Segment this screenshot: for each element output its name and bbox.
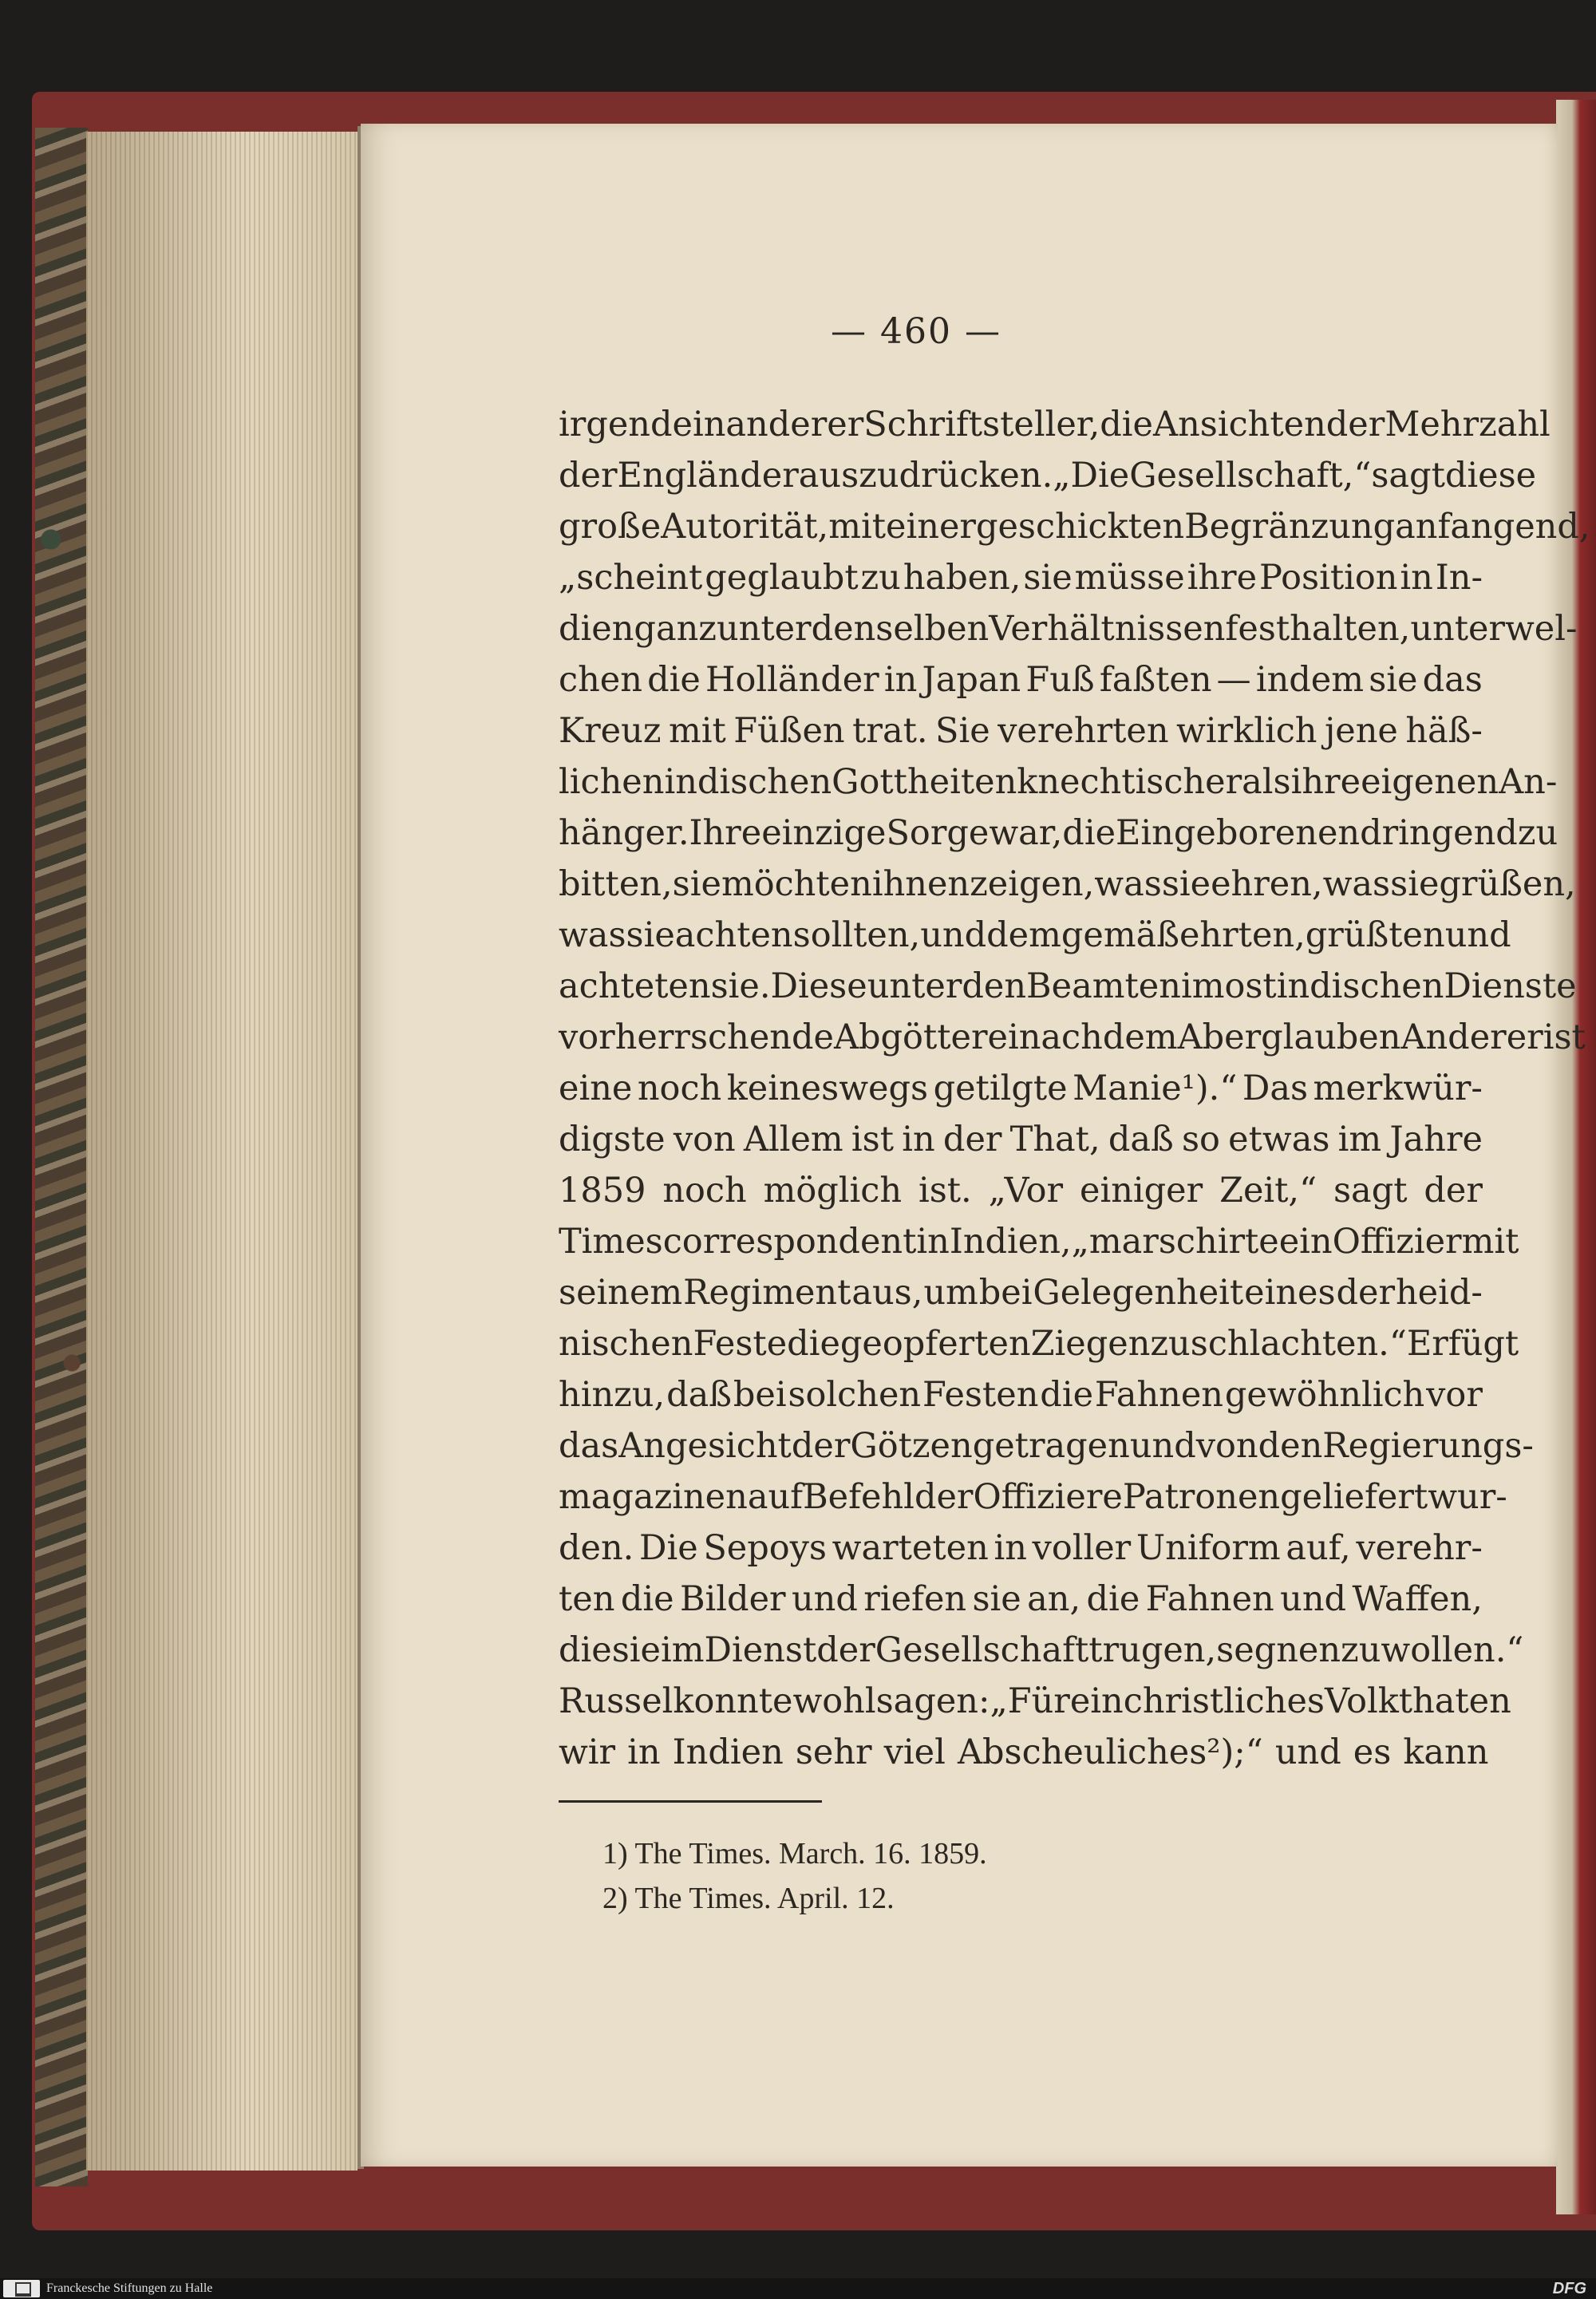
word: Füßen — [733, 711, 845, 751]
word: 1859 — [559, 1171, 646, 1211]
word: Fahnen — [1094, 1375, 1224, 1415]
word: die — [1086, 1579, 1140, 1619]
word: „marschirte — [1071, 1222, 1279, 1262]
word: bei — [978, 1273, 1033, 1313]
word: müsse — [1074, 558, 1185, 598]
word: Gottheiten — [832, 762, 1017, 802]
word: grüßten — [1305, 915, 1445, 955]
word: chen — [559, 660, 642, 700]
word: ist — [1543, 1017, 1586, 1057]
word: sehr — [795, 1732, 872, 1772]
text-line — [559, 1625, 1524, 1676]
word: Feste — [693, 1324, 788, 1364]
word: einzige — [761, 813, 887, 853]
word: im — [1180, 966, 1225, 1006]
word: Aberglauben — [1177, 1017, 1401, 1057]
word: Timescorrespondent — [559, 1222, 917, 1262]
word: und — [920, 915, 987, 955]
word: Regierungs- — [1322, 1426, 1534, 1466]
word: segnen — [1216, 1630, 1341, 1670]
word: Manie¹).“ — [1073, 1069, 1238, 1108]
text-line — [559, 1523, 1483, 1574]
text-line — [559, 1574, 1483, 1625]
word: und — [1129, 1426, 1196, 1466]
word: Indien — [672, 1732, 784, 1772]
word: hänger. — [559, 813, 689, 853]
word: Dienst — [704, 1630, 817, 1670]
word: und — [1444, 915, 1511, 955]
word: ein — [1069, 1681, 1124, 1721]
word: noch — [662, 1171, 747, 1211]
word: die — [787, 1324, 840, 1364]
word: Festen — [922, 1375, 1039, 1415]
word: viel — [883, 1732, 946, 1772]
text-line — [559, 1216, 1519, 1267]
word: Das — [1242, 1069, 1309, 1108]
word: anderer — [725, 405, 864, 444]
word: was — [1322, 864, 1391, 904]
word: riefen — [863, 1579, 967, 1619]
right-cover-edge — [1556, 100, 1596, 2214]
word: eigenen — [1361, 762, 1499, 802]
word: Uniform — [1136, 1528, 1281, 1568]
word: Abscheuliches²);“ — [957, 1732, 1263, 1772]
word: getilgte — [933, 1069, 1068, 1108]
institution-name: Franckesche Stiftungen zu Halle — [46, 2281, 213, 2295]
word: Eingeborenen — [1116, 813, 1361, 853]
word: Die — [638, 1528, 698, 1568]
text-line — [559, 1063, 1483, 1114]
word: die — [559, 1630, 612, 1670]
word: merkwür- — [1313, 1069, 1483, 1108]
marbled-edge — [35, 128, 88, 2186]
word: wel- — [1504, 609, 1578, 649]
word: im — [661, 1630, 705, 1670]
word: lichen — [559, 762, 665, 802]
word: wohl — [792, 1681, 876, 1721]
word: Mehrzahl — [1385, 405, 1551, 444]
word: der — [559, 456, 618, 496]
word: den — [962, 966, 1027, 1006]
footnote-2: 2) The Times. April. 12. — [602, 1882, 895, 1915]
word: wur- — [1428, 1477, 1507, 1517]
word: In- — [1435, 558, 1483, 598]
word: möchten — [721, 864, 872, 904]
word: in — [883, 660, 918, 700]
word: daß — [666, 1375, 732, 1415]
word: im — [1337, 1120, 1382, 1159]
word: sagt — [1333, 1171, 1408, 1211]
word: „scheint — [559, 558, 703, 598]
word: sie — [1390, 864, 1440, 904]
footnote-1: 1) The Times. March. 16. 1859. — [602, 1837, 987, 1870]
word: häß- — [1405, 711, 1483, 751]
word: geglaubt — [705, 558, 859, 598]
word: Anderer — [1400, 1017, 1543, 1057]
word: mit — [828, 507, 887, 547]
text-line — [559, 1471, 1507, 1523]
word: ihre — [1187, 558, 1258, 598]
word: auf — [747, 1477, 804, 1517]
word: faßten — [1099, 660, 1212, 700]
word: Patronen — [1122, 1477, 1281, 1517]
word: thaten — [1398, 1681, 1511, 1721]
word: diese — [1444, 456, 1537, 496]
word: wirklich — [1176, 711, 1317, 751]
word: — — [1216, 660, 1251, 700]
word: den — [1258, 1426, 1323, 1466]
word: ein — [1278, 1222, 1333, 1262]
text-line — [559, 1165, 1483, 1216]
footnotes — [602, 1831, 987, 1921]
word: Russel — [559, 1681, 674, 1721]
viewer-footer — [0, 2278, 1596, 2299]
word: keineswegs — [726, 1069, 929, 1108]
word: geopferten — [839, 1324, 1031, 1364]
word: den. — [559, 1528, 634, 1568]
word: in — [902, 1120, 935, 1159]
word: An- — [1499, 762, 1558, 802]
word: ganz — [634, 609, 717, 649]
word: als — [1242, 762, 1291, 802]
word: geliefert — [1280, 1477, 1428, 1517]
word: Ziegen — [1030, 1324, 1151, 1364]
word: haben, — [903, 558, 1021, 598]
word: Sie — [935, 711, 990, 751]
word: aus, — [851, 1273, 923, 1313]
word: kann — [1403, 1732, 1489, 1772]
word: Diese — [770, 966, 867, 1006]
word: Götzen — [850, 1426, 973, 1466]
word: Gesellschaft,“ — [1129, 456, 1372, 496]
word: zu — [860, 558, 901, 598]
text-line — [559, 1267, 1483, 1318]
word: sie — [1161, 864, 1211, 904]
word: und — [791, 1579, 858, 1619]
text-line — [559, 859, 1576, 910]
word: von — [1195, 1426, 1258, 1466]
text-line — [559, 961, 1577, 1012]
word: Begränzung — [1184, 507, 1396, 547]
word: der — [791, 1426, 851, 1466]
text-line — [559, 808, 1558, 859]
word: einer — [886, 507, 976, 547]
word: möglich — [763, 1171, 903, 1211]
word: etwas — [1228, 1120, 1330, 1159]
word: wir — [559, 1732, 616, 1772]
word: es — [1353, 1732, 1392, 1772]
word: digste — [559, 1120, 666, 1159]
word: irgend — [559, 405, 673, 444]
word: ein — [672, 405, 726, 444]
body-text — [559, 399, 1590, 1778]
text-line — [559, 1012, 1586, 1063]
word: Volk — [1324, 1681, 1399, 1721]
word: Waffen, — [1352, 1579, 1483, 1619]
word: denselben — [811, 609, 990, 649]
word: und — [1280, 1579, 1347, 1619]
word: ist. — [918, 1171, 972, 1211]
page-number: — 460 — — [831, 311, 1001, 352]
word: voller — [1032, 1528, 1132, 1568]
word: ihnen — [871, 864, 970, 904]
word: die — [1100, 405, 1154, 444]
word: zu — [1341, 1630, 1381, 1670]
word: warteten — [832, 1528, 989, 1568]
word: hinzu, — [559, 1375, 666, 1415]
word: auf, — [1286, 1528, 1351, 1568]
word: verehrten — [998, 711, 1169, 751]
word: in — [627, 1732, 661, 1772]
word: trat. — [852, 711, 928, 751]
word: sie — [672, 864, 721, 904]
word: festhalten, — [1225, 609, 1411, 649]
text-line — [559, 552, 1483, 603]
word: sie — [972, 1579, 1021, 1619]
word: bei — [733, 1375, 787, 1415]
word: Dienste — [1444, 966, 1577, 1006]
word: Regiment — [683, 1273, 851, 1313]
word: in — [916, 1222, 950, 1262]
text-line — [559, 501, 1590, 552]
word: Verhältnissen — [989, 609, 1226, 649]
word: Position — [1258, 558, 1398, 598]
word: heid- — [1395, 1273, 1483, 1313]
text-line — [559, 910, 1511, 961]
word: eine — [559, 1069, 633, 1108]
text-line — [559, 1727, 1489, 1778]
word: ehrten, — [1179, 915, 1306, 955]
word: Sepoys — [703, 1528, 827, 1568]
word: getragen — [972, 1426, 1130, 1466]
word: Schriftsteller, — [863, 405, 1100, 444]
word: mit — [1461, 1222, 1519, 1262]
word: Holländer — [705, 660, 879, 700]
text-line — [559, 450, 1537, 501]
word: die — [1040, 1375, 1094, 1415]
word: Abgötterei — [833, 1017, 1019, 1057]
word: schlachten.“ — [1190, 1324, 1407, 1364]
word: der — [1424, 1171, 1483, 1211]
word: Offiziere — [973, 1477, 1123, 1517]
word: eines — [1244, 1273, 1336, 1313]
word: „Vor — [988, 1171, 1064, 1211]
word: nischen — [559, 1324, 693, 1364]
word: Angesicht — [618, 1426, 792, 1466]
word: Gesellschaft — [875, 1630, 1089, 1670]
word: das — [1422, 660, 1483, 700]
text-line — [559, 1420, 1534, 1471]
word: das — [559, 1426, 619, 1466]
word: Zeit,“ — [1219, 1171, 1317, 1211]
word: vor — [1426, 1375, 1483, 1415]
word: dien — [559, 609, 634, 649]
word: solchen — [788, 1375, 922, 1415]
text-line — [559, 1114, 1483, 1165]
word: sie. — [710, 966, 771, 1006]
word: daß — [1108, 1120, 1174, 1159]
word: wollen.“ — [1381, 1630, 1524, 1670]
word: zeigen, — [970, 864, 1095, 904]
word: „Die — [1053, 456, 1130, 496]
word: „Für — [990, 1681, 1070, 1721]
word: gewöhnlich — [1224, 1375, 1425, 1415]
word: der — [914, 1477, 974, 1517]
word: um — [923, 1273, 978, 1313]
word: so — [1181, 1120, 1220, 1159]
word: noch — [637, 1069, 722, 1108]
word: indischen — [664, 762, 832, 802]
word: grüßen, — [1439, 864, 1576, 904]
word: was — [559, 915, 626, 955]
word: unter — [867, 966, 962, 1006]
word: Bilder — [679, 1579, 786, 1619]
dfg-logo: DFG — [1552, 2280, 1586, 2297]
word: fügt — [1448, 1324, 1519, 1364]
page-edges — [86, 132, 358, 2171]
word: Autorität, — [661, 507, 829, 547]
word: sie — [626, 915, 675, 955]
word: und — [1274, 1732, 1341, 1772]
word: ostindischen — [1224, 966, 1444, 1006]
word: sie — [1369, 660, 1418, 700]
word: Jahre — [1389, 1120, 1483, 1159]
word: der — [816, 1630, 875, 1670]
word: sagen: — [875, 1681, 990, 1721]
text-line — [559, 705, 1483, 756]
word: Gelegenheit — [1033, 1273, 1244, 1313]
word: war, — [989, 813, 1063, 853]
word: Sorge — [886, 813, 990, 853]
word: verehr- — [1356, 1528, 1483, 1568]
word: der — [942, 1120, 1002, 1159]
word: sie — [1023, 558, 1073, 598]
word: christliches — [1123, 1681, 1325, 1721]
word: Er — [1406, 1324, 1448, 1364]
word: knechtischer — [1017, 762, 1242, 802]
word: Allem — [743, 1120, 843, 1159]
word: die — [1062, 813, 1116, 853]
word: achten — [674, 915, 793, 955]
word: sagt — [1371, 456, 1445, 496]
word: große — [559, 507, 662, 547]
word: jene — [1324, 711, 1398, 751]
text-line — [559, 1369, 1483, 1420]
word: sie — [611, 1630, 662, 1670]
word: Fuß — [1025, 660, 1095, 700]
word: zu — [1150, 1324, 1191, 1364]
word: Fahnen — [1145, 1579, 1274, 1619]
word: von — [673, 1120, 736, 1159]
word: dem — [1102, 1017, 1178, 1057]
institution-logo-icon — [3, 2280, 40, 2297]
text-line — [559, 654, 1483, 705]
word: nach — [1018, 1017, 1103, 1057]
word: sollten, — [792, 915, 921, 955]
word: an, — [1027, 1579, 1081, 1619]
word: geschickten — [975, 507, 1185, 547]
word: in — [994, 1528, 1027, 1568]
word: trugen, — [1088, 1630, 1217, 1670]
word: die — [620, 1579, 674, 1619]
word: einiger — [1080, 1171, 1203, 1211]
word: ihre — [1290, 762, 1361, 802]
word: demgemäß — [986, 915, 1179, 955]
text-line — [559, 399, 1551, 450]
word: vorherrschende — [559, 1017, 834, 1057]
word: indem — [1255, 660, 1365, 700]
word: Indien, — [949, 1222, 1072, 1262]
word: mit — [668, 711, 726, 751]
word: Befehl — [803, 1477, 915, 1517]
word: anfangend, — [1395, 507, 1590, 547]
word: zu — [1517, 813, 1558, 853]
word: Ihre — [689, 813, 762, 853]
word: die — [647, 660, 701, 700]
text-line — [559, 603, 1578, 654]
word: achteten — [559, 966, 711, 1006]
text-line — [559, 1676, 1511, 1727]
word: in — [1400, 558, 1433, 598]
word: dringend — [1360, 813, 1518, 853]
word: bitten, — [559, 864, 673, 904]
word: der — [1325, 405, 1385, 444]
word: ehren, — [1211, 864, 1323, 904]
word: der — [1336, 1273, 1396, 1313]
word: Beamten — [1026, 966, 1181, 1006]
word: Japan — [922, 660, 1021, 700]
word: magazinen — [559, 1477, 748, 1517]
word: Offizier — [1332, 1222, 1462, 1262]
word: unter — [1410, 609, 1505, 649]
word: That, — [1009, 1120, 1100, 1159]
word: seinem — [559, 1273, 683, 1313]
word: ten — [559, 1579, 615, 1619]
footnote-separator — [559, 1800, 822, 1803]
word: Ansichten — [1153, 405, 1326, 444]
word: was — [1094, 864, 1162, 904]
word: ist — [851, 1120, 895, 1159]
word: auszudrücken. — [798, 456, 1053, 496]
word: unter — [716, 609, 812, 649]
text-line — [559, 1318, 1519, 1369]
word: Engländer — [617, 456, 799, 496]
text-line — [559, 756, 1558, 808]
word: Kreuz — [559, 711, 662, 751]
word: konnte — [673, 1681, 793, 1721]
